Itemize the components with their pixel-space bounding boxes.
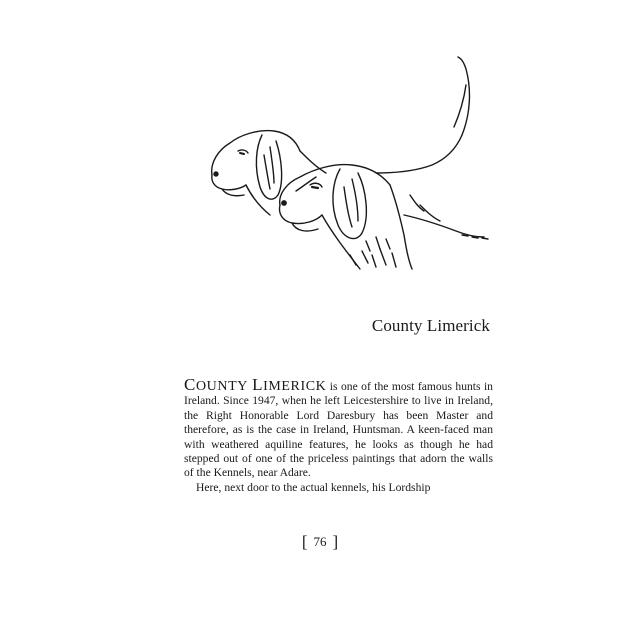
paragraph-1-text: is one of the most famous hunts in Ireland. Since 1947, when he left Leicestershire to live in Ireland, the Right Honorable Lord Daresbury has been Master and therefore, as is the case in Ireland, Huntsman. A keen-faced man with weathered aquiline features, he looks as though he had stepped out of one of the priceless paintings that adorn the walls of the Kennels, near Adare. — [184, 380, 493, 480]
lead-word-rest: OUNTY — [195, 379, 248, 394]
lead-word2-initial: L — [252, 375, 264, 394]
small-caps-lead — [184, 375, 327, 394]
right-bracket: ] — [332, 532, 339, 551]
paragraph-1 — [184, 375, 493, 481]
left-bracket: [ — [301, 532, 308, 551]
body-text — [184, 375, 493, 495]
hounds-illustration-icon — [200, 55, 500, 285]
chapter-title: County Limerick — [371, 316, 490, 335]
lead-initial: C — [184, 375, 196, 394]
paragraph-2: Here, next door to the actual kennels, his Lordship — [196, 480, 431, 494]
page-number-value: 76 — [313, 534, 327, 549]
lead-word2-rest: IMERICK — [263, 379, 327, 394]
page-number — [0, 532, 640, 552]
